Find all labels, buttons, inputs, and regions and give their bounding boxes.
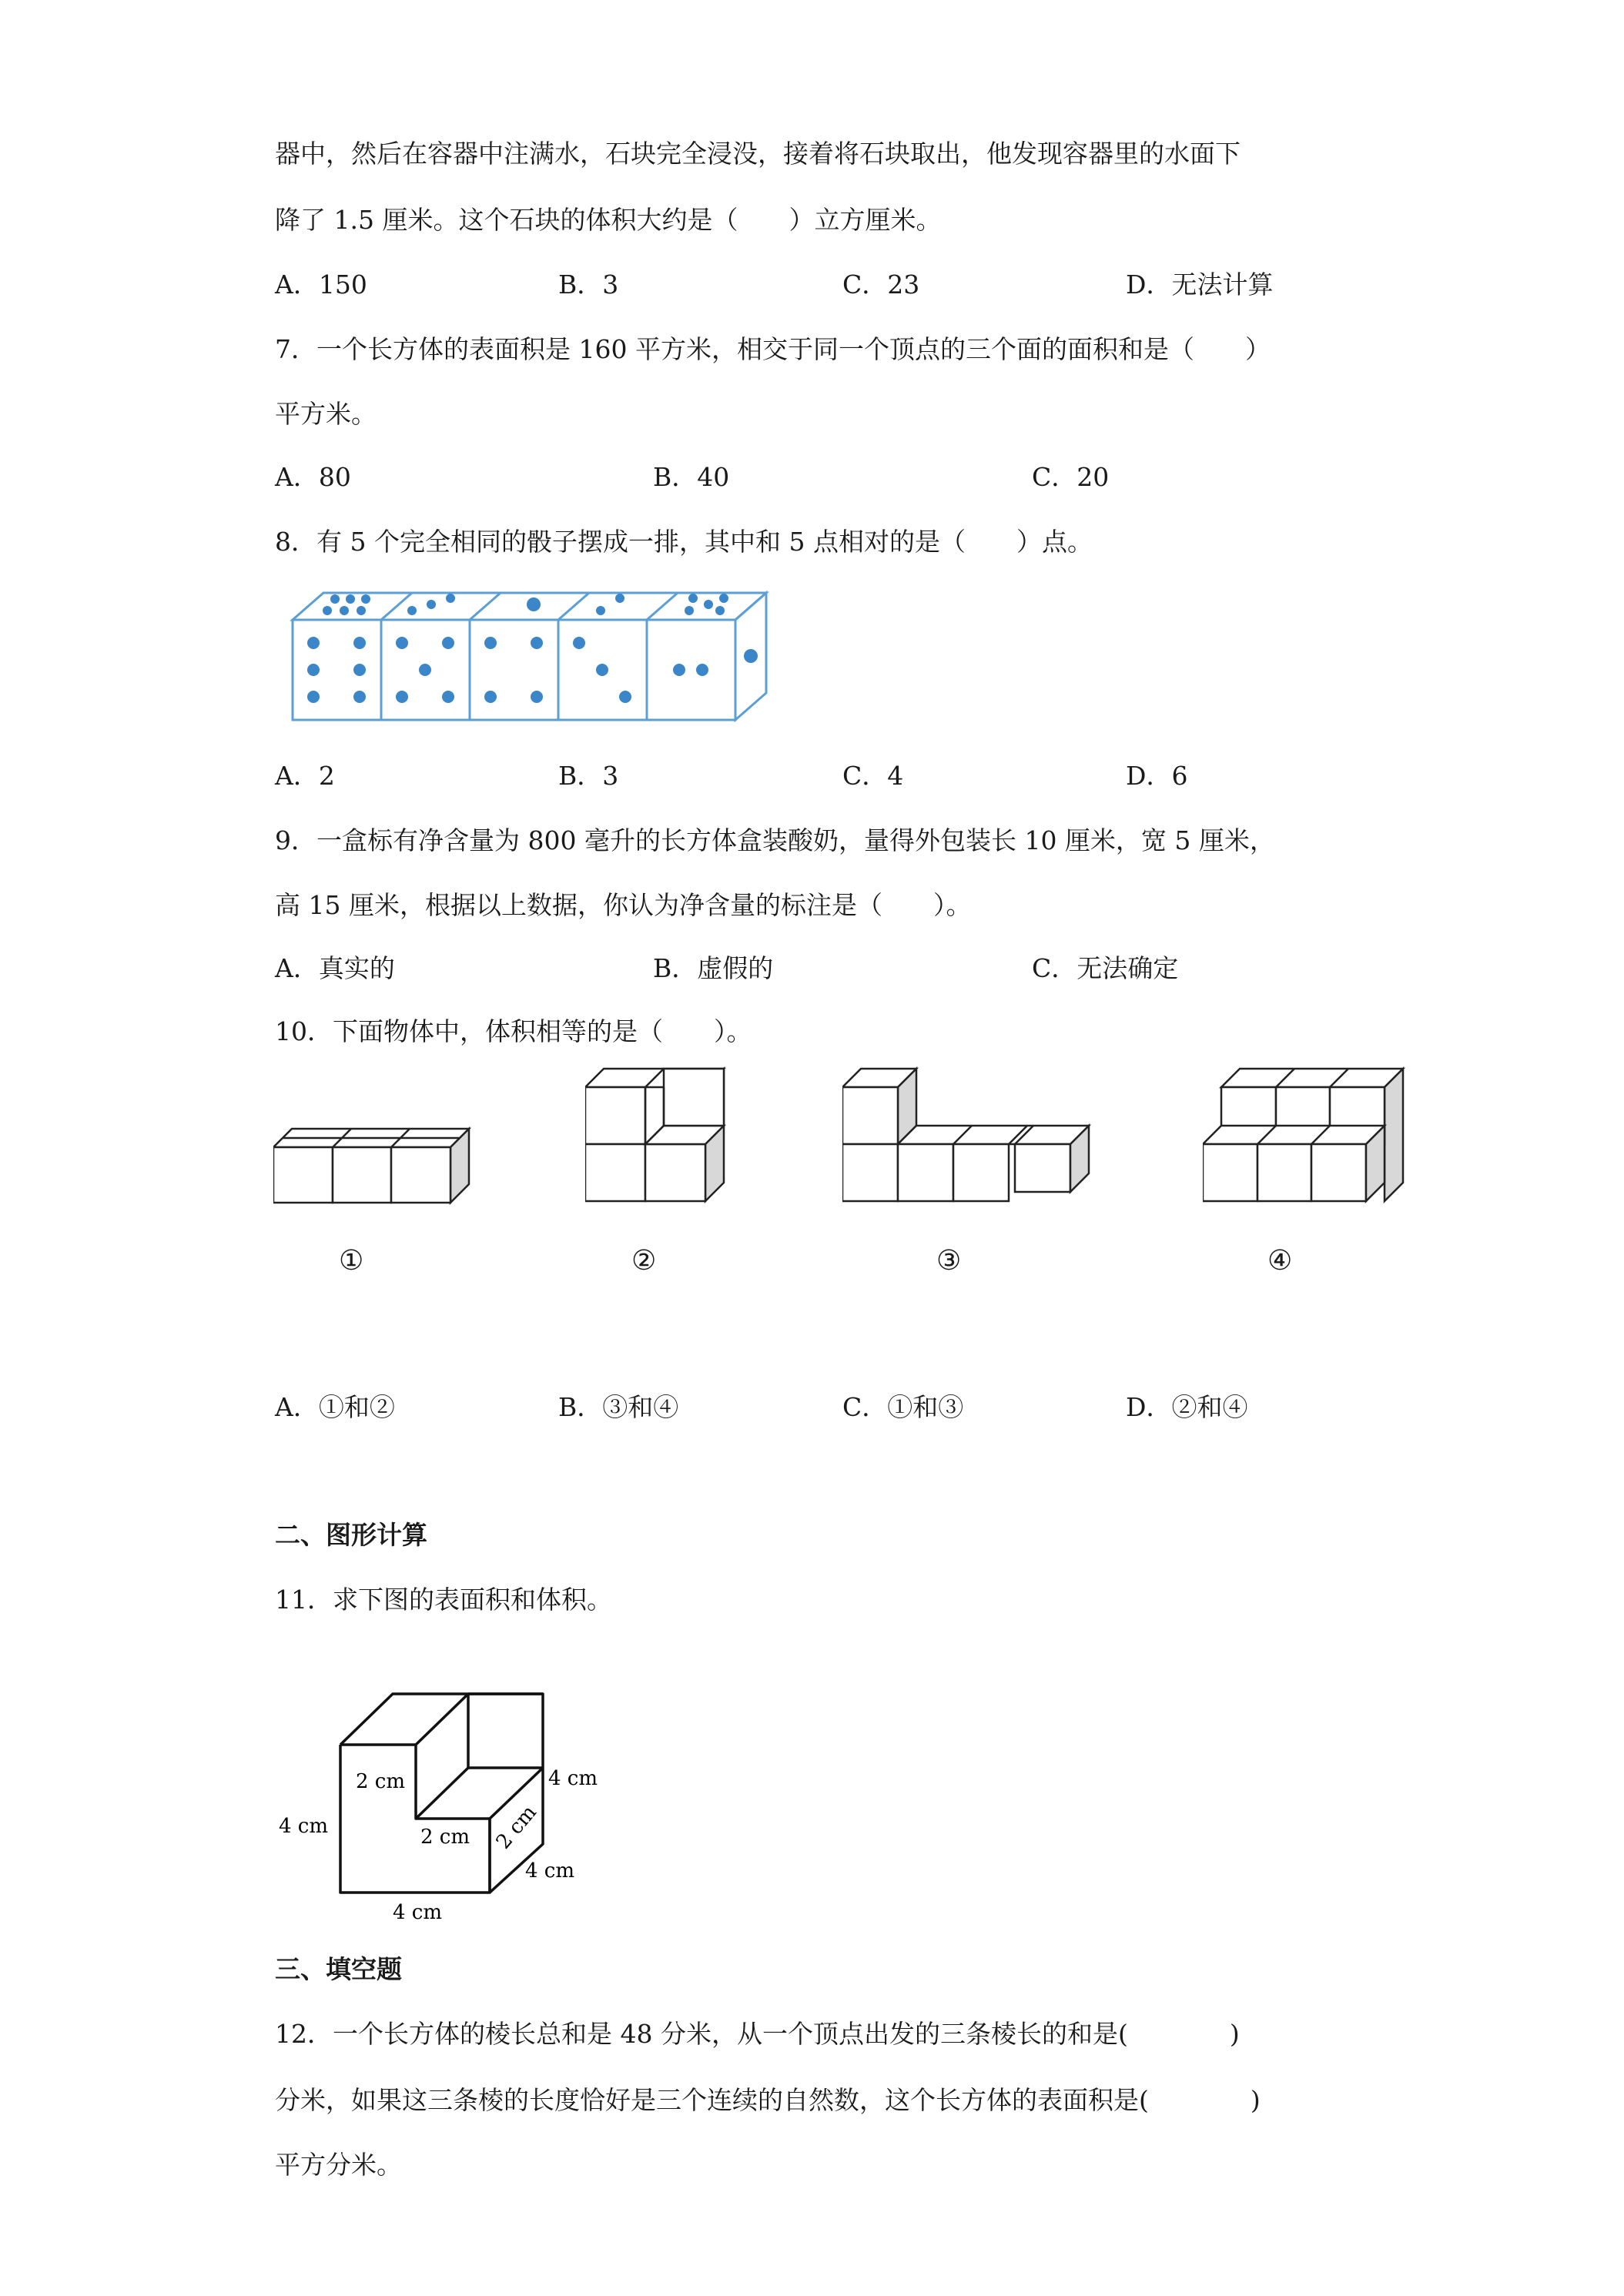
q6-option-b[interactable]: B．3	[558, 269, 619, 300]
die-3-front	[470, 620, 558, 720]
dice-svg	[289, 589, 782, 728]
q12-text-line3: 平方分米。	[275, 2150, 402, 2180]
q9-option-a[interactable]: A．真实的	[275, 953, 395, 983]
section-heading-3: 三、填空题	[275, 1954, 402, 1984]
section-heading-2: 二、图形计算	[275, 1520, 427, 1550]
q6-option-c[interactable]: C．23	[842, 269, 920, 300]
q7-text-line2: 平方米。	[275, 399, 377, 429]
q10-figure-2-label: ②	[631, 1245, 657, 1277]
q11-text-line1: 11．求下图的表面积和体积。	[275, 1585, 612, 1615]
q10-figure-4	[1203, 1056, 1411, 1210]
q11-label-inner-depth: 2 cm	[491, 1801, 541, 1854]
die-1-front	[293, 620, 381, 720]
q6-text-line2: 降了 1.5 厘米。这个石块的体积大约是（ ）立方厘米。	[275, 205, 942, 235]
q7-text-line1: 7．一个长方体的表面积是 160 平方米，相交于同一个顶点的三个面的面积和是（ ）	[275, 334, 1271, 364]
q10-figure-4-label: ④	[1267, 1245, 1293, 1277]
die-5-front	[647, 620, 735, 720]
q10-option-a[interactable]: A．①和②	[275, 1392, 395, 1422]
dice-figure	[289, 589, 782, 728]
q11-label-inner-height: 2 cm	[356, 1770, 406, 1793]
q11-label-right-height: 4 cm	[548, 1767, 598, 1790]
q10-figure-3-label: ③	[936, 1245, 962, 1277]
q8-text-line1: 8．有 5 个完全相同的骰子摆成一排，其中和 5 点相对的是（ ）点。	[275, 527, 1093, 557]
q10-figure-2	[585, 1056, 739, 1210]
q6-text-line1: 器中，然后在容器中注满水，石块完全浸没，接着将石块取出，他发现容器里的水面下	[275, 139, 1241, 169]
q10-option-c[interactable]: C．①和③	[842, 1392, 964, 1422]
q11-label-depth: 4 cm	[525, 1859, 575, 1883]
q8-option-b[interactable]: B．3	[558, 761, 619, 791]
q7-option-a[interactable]: A．80	[275, 462, 351, 492]
q11-label-left-height: 4 cm	[279, 1815, 329, 1838]
q6-option-a[interactable]: A．150	[275, 269, 367, 300]
q12-text-line1: 12．一个长方体的棱长总和是 48 分米，从一个顶点出发的三条棱长的和是( )	[275, 2019, 1240, 2049]
q10-figure-1-label: ①	[339, 1245, 364, 1277]
q7-option-c[interactable]: C．20	[1032, 462, 1110, 492]
q10-figure-3	[842, 1056, 1104, 1210]
q12-text-line2: 分米，如果这三条棱的长度恰好是三个连续的自然数，这个长方体的表面积是( )	[275, 2085, 1261, 2115]
q11-label-inner-width: 2 cm	[420, 1826, 470, 1849]
q11-label-bottom: 4 cm	[393, 1901, 443, 1924]
q9-text-line1: 9．一盒标有净含量为 800 毫升的长方体盒装酸奶，量得外包装长 10 厘米，宽 5 厘米，	[275, 825, 1275, 855]
q6-option-d[interactable]: D．无法计算	[1126, 269, 1274, 300]
q10-option-d[interactable]: D．②和④	[1126, 1392, 1248, 1422]
q11-figure	[277, 1671, 616, 1925]
q9-option-c[interactable]: C．无法确定	[1032, 953, 1179, 983]
q9-text-line2: 高 15 厘米，根据以上数据，你认为净含量的标注是（ ）。	[275, 890, 972, 920]
q8-option-a[interactable]: A．2	[275, 761, 335, 791]
q9-option-b[interactable]: B．虚假的	[653, 953, 774, 983]
q8-option-d[interactable]: D．6	[1126, 761, 1188, 791]
q10-option-b[interactable]: B．③和④	[558, 1392, 679, 1422]
q7-option-b[interactable]: B．40	[653, 462, 730, 492]
q10-figure-1	[273, 1116, 474, 1209]
q10-text-line1: 10．下面物体中，体积相等的是（ ）。	[275, 1016, 752, 1046]
q8-option-c[interactable]: C．4	[842, 761, 904, 791]
